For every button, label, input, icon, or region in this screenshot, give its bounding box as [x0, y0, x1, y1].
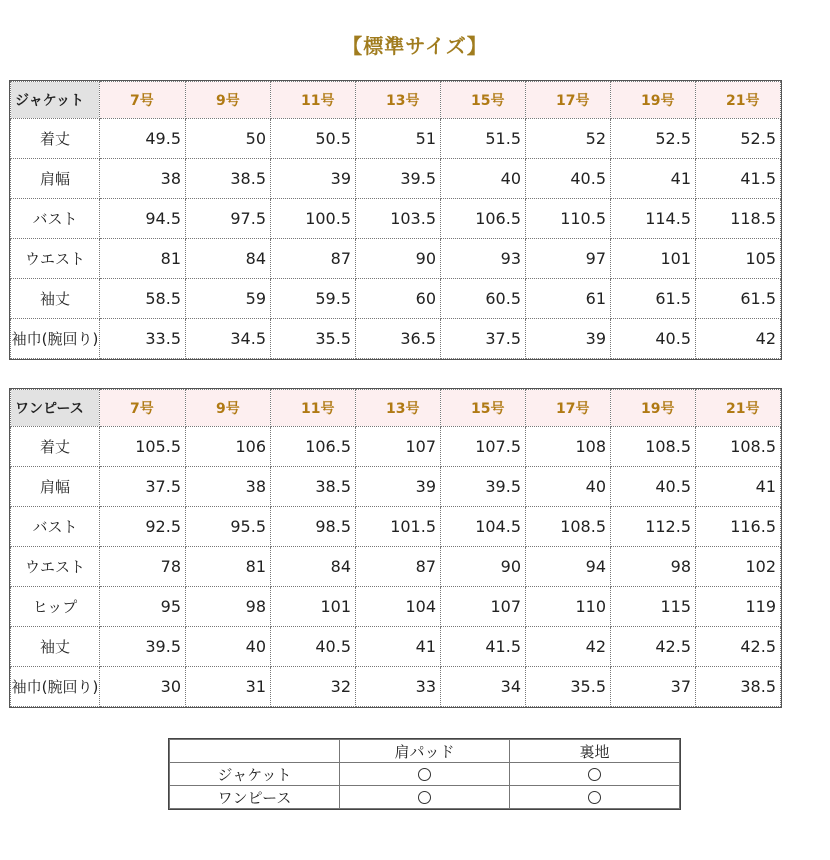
measurement-value: 30 [100, 667, 186, 707]
size-column-header: 21号 [696, 82, 781, 119]
measurement-value: 101 [611, 239, 696, 279]
features-header-row [170, 740, 680, 763]
measurement-value: 58.5 [100, 279, 186, 319]
features-table [169, 739, 680, 809]
garment-type-label: ワンピース [11, 390, 100, 427]
measurement-label: 肩幅 [11, 159, 100, 199]
features-row-onepiece [170, 786, 680, 809]
measurement-value: 38.5 [696, 667, 781, 707]
measurement-label: 袖丈 [11, 279, 100, 319]
measurement-value: 40.5 [611, 319, 696, 359]
measurement-value: 105.5 [100, 427, 186, 467]
measurement-value: 39 [356, 467, 441, 507]
measurement-value: 52.5 [696, 119, 781, 159]
features-row-label: ワンピース [170, 786, 340, 809]
measurement-value: 107 [441, 587, 526, 627]
measurement-value: 105 [696, 239, 781, 279]
measurement-value: 116.5 [696, 507, 781, 547]
measurement-row [11, 279, 781, 319]
measurement-value: 93 [441, 239, 526, 279]
measurement-value: 119 [696, 587, 781, 627]
measurement-value: 106.5 [271, 427, 356, 467]
measurement-value: 103.5 [356, 199, 441, 239]
measurement-value: 110 [526, 587, 611, 627]
measurement-value: 110.5 [526, 199, 611, 239]
measurement-label: ウエスト [11, 547, 100, 587]
measurement-row [11, 239, 781, 279]
size-column-header: 9号 [186, 82, 271, 119]
size-column-header: 13号 [356, 82, 441, 119]
measurement-value: 87 [271, 239, 356, 279]
measurement-value: 118.5 [696, 199, 781, 239]
size-column-header: 17号 [526, 82, 611, 119]
features-row-label: ジャケット [170, 763, 340, 786]
measurement-value: 38.5 [186, 159, 271, 199]
size-column-header: 19号 [611, 82, 696, 119]
measurement-value: 81 [186, 547, 271, 587]
measurement-row [11, 159, 781, 199]
measurement-value: 87 [356, 547, 441, 587]
measurement-value: 31 [186, 667, 271, 707]
measurement-label: 着丈 [11, 119, 100, 159]
features-header-blank [170, 740, 340, 763]
measurement-value: 106 [186, 427, 271, 467]
measurement-label: 肩幅 [11, 467, 100, 507]
measurement-label: 袖丈 [11, 627, 100, 667]
jacket-size-table [10, 81, 781, 359]
measurement-value: 41 [611, 159, 696, 199]
measurement-value: 115 [611, 587, 696, 627]
measurement-value: 104.5 [441, 507, 526, 547]
measurement-value: 41 [696, 467, 781, 507]
measurement-value: 84 [271, 547, 356, 587]
measurement-value: 98 [186, 587, 271, 627]
measurement-value: 101.5 [356, 507, 441, 547]
measurement-row [11, 667, 781, 707]
measurement-value: 52.5 [611, 119, 696, 159]
features-header-shoulder-pad: 肩パッド [340, 740, 510, 763]
measurement-value: 41 [356, 627, 441, 667]
measurement-value: 35.5 [526, 667, 611, 707]
measurement-value: 90 [441, 547, 526, 587]
measurement-value: 41.5 [441, 627, 526, 667]
measurement-value: 42 [696, 319, 781, 359]
measurement-value: 94.5 [100, 199, 186, 239]
measurement-value: 37 [611, 667, 696, 707]
measurement-value: 90 [356, 239, 441, 279]
size-column-header: 7号 [100, 390, 186, 427]
onepiece-size-table [10, 389, 781, 707]
garment-type-label: ジャケット [11, 82, 100, 119]
measurement-value: 38 [100, 159, 186, 199]
measurement-label: 袖巾(腕回り) [11, 667, 100, 707]
size-column-header: 7号 [100, 82, 186, 119]
measurement-row [11, 547, 781, 587]
measurement-value: 34 [441, 667, 526, 707]
measurement-value: 40 [441, 159, 526, 199]
measurement-value: 39.5 [441, 467, 526, 507]
size-column-header: 17号 [526, 390, 611, 427]
measurement-label: 着丈 [11, 427, 100, 467]
features-row-jacket [170, 763, 680, 786]
size-column-header: 11号 [271, 82, 356, 119]
measurement-value: 32 [271, 667, 356, 707]
measurement-value: 112.5 [611, 507, 696, 547]
measurement-value: 107.5 [441, 427, 526, 467]
measurement-value: 39 [526, 319, 611, 359]
measurement-value: 50 [186, 119, 271, 159]
measurement-row [11, 199, 781, 239]
measurement-row [11, 427, 781, 467]
measurement-value: 106.5 [441, 199, 526, 239]
measurement-value: 107 [356, 427, 441, 467]
measurement-row [11, 119, 781, 159]
measurement-value: 95 [100, 587, 186, 627]
measurement-value: 33.5 [100, 319, 186, 359]
measurement-label: ウエスト [11, 239, 100, 279]
measurement-row [11, 627, 781, 667]
measurement-value: 34.5 [186, 319, 271, 359]
measurement-value: 101 [271, 587, 356, 627]
size-header-row [11, 82, 781, 119]
measurement-value: 108.5 [526, 507, 611, 547]
measurement-row [11, 319, 781, 359]
measurement-value: 84 [186, 239, 271, 279]
measurement-value: 37.5 [100, 467, 186, 507]
measurement-value: 78 [100, 547, 186, 587]
measurement-value: 35.5 [271, 319, 356, 359]
size-column-header: 13号 [356, 390, 441, 427]
circle-mark-icon [588, 768, 601, 781]
size-column-header: 15号 [441, 390, 526, 427]
measurement-label: バスト [11, 507, 100, 547]
features-cell-shoulder-pad [340, 786, 510, 809]
measurement-value: 42 [526, 627, 611, 667]
measurement-value: 40.5 [526, 159, 611, 199]
measurement-value: 102 [696, 547, 781, 587]
measurement-value: 42.5 [611, 627, 696, 667]
measurement-value: 42.5 [696, 627, 781, 667]
measurement-value: 97 [526, 239, 611, 279]
circle-mark-icon [418, 768, 431, 781]
measurement-value: 97.5 [186, 199, 271, 239]
measurement-value: 61 [526, 279, 611, 319]
measurement-value: 114.5 [611, 199, 696, 239]
measurement-value: 108.5 [611, 427, 696, 467]
page-title: 【標準サイズ】 [342, 34, 488, 58]
measurement-value: 95.5 [186, 507, 271, 547]
size-column-header: 19号 [611, 390, 696, 427]
size-column-header: 21号 [696, 390, 781, 427]
measurement-value: 39.5 [356, 159, 441, 199]
measurement-row [11, 507, 781, 547]
measurement-value: 92.5 [100, 507, 186, 547]
measurement-value: 49.5 [100, 119, 186, 159]
measurement-value: 38 [186, 467, 271, 507]
measurement-value: 40.5 [611, 467, 696, 507]
measurement-value: 98.5 [271, 507, 356, 547]
measurement-value: 41.5 [696, 159, 781, 199]
size-column-header: 15号 [441, 82, 526, 119]
measurement-label: ヒップ [11, 587, 100, 627]
measurement-value: 51.5 [441, 119, 526, 159]
measurement-value: 52 [526, 119, 611, 159]
measurement-value: 108 [526, 427, 611, 467]
measurement-value: 60 [356, 279, 441, 319]
measurement-value: 61.5 [611, 279, 696, 319]
measurement-value: 39.5 [100, 627, 186, 667]
size-column-header: 9号 [186, 390, 271, 427]
measurement-value: 100.5 [271, 199, 356, 239]
measurement-value: 40 [186, 627, 271, 667]
measurement-value: 40.5 [271, 627, 356, 667]
measurement-value: 94 [526, 547, 611, 587]
measurement-value: 81 [100, 239, 186, 279]
measurement-value: 50.5 [271, 119, 356, 159]
features-cell-shoulder-pad [340, 763, 510, 786]
measurement-value: 39 [271, 159, 356, 199]
measurement-row [11, 467, 781, 507]
circle-mark-icon [418, 791, 431, 804]
measurement-label: バスト [11, 199, 100, 239]
measurement-value: 98 [611, 547, 696, 587]
features-header-lining: 裏地 [510, 740, 680, 763]
measurement-value: 61.5 [696, 279, 781, 319]
measurement-value: 37.5 [441, 319, 526, 359]
measurement-value: 36.5 [356, 319, 441, 359]
circle-mark-icon [588, 791, 601, 804]
measurement-value: 33 [356, 667, 441, 707]
measurement-value: 60.5 [441, 279, 526, 319]
measurement-value: 40 [526, 467, 611, 507]
measurement-value: 59 [186, 279, 271, 319]
measurement-row [11, 587, 781, 627]
measurement-value: 59.5 [271, 279, 356, 319]
measurement-value: 104 [356, 587, 441, 627]
measurement-value: 38.5 [271, 467, 356, 507]
features-cell-lining [510, 786, 680, 809]
measurement-label: 袖巾(腕回り) [11, 319, 100, 359]
features-cell-lining [510, 763, 680, 786]
measurement-value: 51 [356, 119, 441, 159]
size-column-header: 11号 [271, 390, 356, 427]
measurement-value: 108.5 [696, 427, 781, 467]
size-header-row [11, 390, 781, 427]
